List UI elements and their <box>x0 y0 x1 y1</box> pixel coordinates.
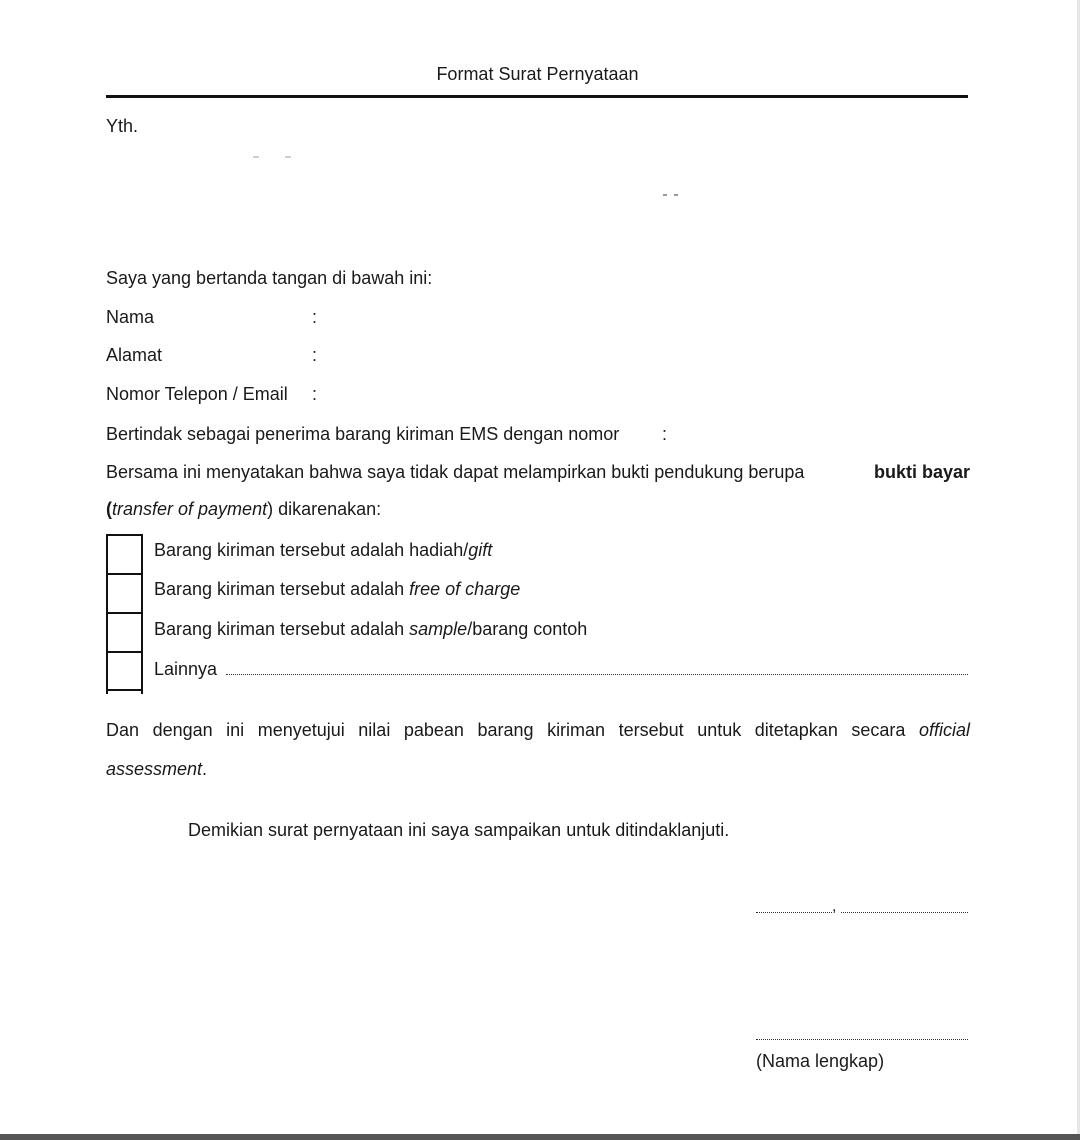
option-text: Barang kiriman tersebut adalah <box>154 579 410 599</box>
agreement-italic: official <box>918 720 970 740</box>
checkbox-free-of-charge[interactable] <box>106 573 143 612</box>
word: menyetujui <box>257 720 345 740</box>
receiver-text: Bertindak sebagai penerima barang kiriman EMS dengan nomor <box>106 424 620 444</box>
agreement-line-1 <box>106 719 970 741</box>
word: barang <box>477 720 534 740</box>
word: kiriman <box>547 720 606 740</box>
bottom-bar <box>0 1134 1080 1140</box>
date-dotted-line[interactable] <box>841 912 968 913</box>
word: pabean <box>403 720 464 740</box>
page-title: Format Surat Pernyataan <box>436 64 639 84</box>
statement-text: Bersama ini menyatakan bahwa saya tidak dapat melampirkan bukti pendukung berupa <box>106 462 805 482</box>
word: dengan <box>152 720 213 740</box>
agreement-line-2 <box>106 758 207 780</box>
header-divider <box>106 95 968 98</box>
option-lainnya: Lainnya <box>154 659 218 679</box>
field-label-nama: Nama <box>106 307 155 327</box>
option-after: /barang contoh <box>467 619 588 639</box>
signature-name-label: (Nama lengkap) <box>756 1051 885 1071</box>
word: nilai <box>358 720 391 740</box>
statement-line-1 <box>106 461 970 483</box>
faint-mark <box>253 156 259 158</box>
faint-mark <box>285 156 291 158</box>
salutation: Yth. <box>106 116 139 136</box>
word: ini <box>226 720 245 740</box>
place-dotted-line[interactable] <box>756 912 832 913</box>
open-paren: ( <box>106 499 112 519</box>
statement-line-2 <box>106 498 381 520</box>
word: untuk <box>697 720 742 740</box>
signature-dotted-line[interactable] <box>756 1039 968 1040</box>
statement-emphasis: bukti bayar <box>873 462 970 482</box>
agreement-italic: assessment <box>106 759 203 779</box>
place-date-comma: , <box>832 898 837 915</box>
field-colon: : <box>312 307 318 327</box>
field-colon: : <box>312 384 318 404</box>
field-colon: : <box>312 345 318 365</box>
faint-mark <box>674 194 678 196</box>
checkbox-gift[interactable] <box>106 534 143 573</box>
word: Dan <box>106 720 140 740</box>
option-italic: sample <box>409 619 468 639</box>
option-free-of-charge <box>154 578 520 600</box>
statement-rest: ) dikarenakan: <box>267 499 382 519</box>
faint-mark <box>663 194 667 196</box>
option-sample <box>154 618 587 640</box>
word: secara <box>851 720 906 740</box>
option-text: Barang kiriman tersebut adalah hadiah/ <box>154 540 469 560</box>
option-text: Barang kiriman tersebut adalah <box>154 619 410 639</box>
field-label-alamat: Alamat <box>106 345 163 365</box>
receiver-colon: : <box>662 424 668 444</box>
word: ditetapkan <box>754 720 838 740</box>
intro-text: Saya yang bertanda tangan di bawah ini: <box>106 268 433 288</box>
checkbox-sample[interactable] <box>106 612 143 651</box>
option-gift <box>154 539 492 561</box>
checkbox-lainnya[interactable] <box>106 651 143 690</box>
statement-italic: transfer of payment <box>112 499 268 519</box>
field-label-phone-email: Nomor Telepon / Email <box>106 384 288 404</box>
word: tersebut <box>618 720 684 740</box>
agreement-period: . <box>202 759 208 779</box>
closing-sentence: Demikian surat pernyataan ini saya sampaikan untuk ditindaklanjuti. <box>188 820 730 840</box>
option-italic: gift <box>468 540 493 560</box>
lainnya-dotted-line[interactable] <box>226 674 968 675</box>
option-italic: free of charge <box>409 579 521 599</box>
